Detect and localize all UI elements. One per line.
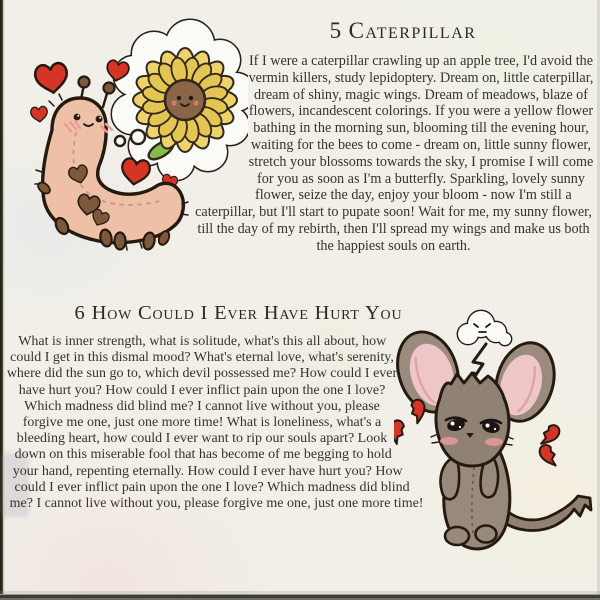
page-bottom-edge — [0, 591, 600, 600]
storm-cloud-icon — [458, 311, 511, 345]
mouse-foot — [445, 527, 469, 545]
track-6-lyrics: What is inner strength, what is solitude, what's this all about, how could I get in this dismal mood? What's eternal love, what's serenity, where did the sun go to, which devil possessed me? How could I ever have hurt you? How could I ever inflict pain upon the one I love? Which madness did blind me? I cannot live without you, please forgive me one, just one more time! What is loneliness, what's a bleeding heart, how could I ever want to rip our souls apart? Look down on this miserable fool that has become of me begging to hold your hand, repenting eternally. How could I ever have hurt you? How could I ever inflict pain upon the one I love? Which madness did blind me? I cannot live without you, please forgive me one, just one more time! — [6, 334, 424, 512]
track-title-text: Caterpillar — [348, 18, 477, 43]
track-5-lyrics: If I were a caterpillar crawling up an apple tree, I'd avoid the vermin killers, study lepidoptery. Dream on, little caterpillar, dream of shiny, magic wings. Dream of meadows, blaze of flowers, incandescent colorings. If you were a yellow flower bathing in the morning sun, blooming till the evening hour, waiting for the bees to come - dream on, little sunny flower, stretch your blossoms towards the sky, I promise I will come for you as soon as I'm a butterfly. Sparkling, lovely sunny flower, seize the day, enjoy your bloom - now I'm still a caterpillar, but I'll start to pupate soon! Wait for me, my sunny flower, till the day of my rebirth, then I'll spread my wings and make us both the happiest souls on earth. — [195, 53, 594, 254]
track-title-text: How Could I Ever Have Hurt You — [91, 302, 403, 324]
mouse-illustration — [394, 292, 594, 584]
mouse-foot — [476, 526, 497, 543]
mouse-svg — [394, 292, 594, 584]
track-number: 6 — [74, 302, 86, 324]
track-6-section — [6, 292, 594, 584]
track-number: 5 — [329, 18, 343, 43]
track-5-section — [6, 12, 594, 262]
